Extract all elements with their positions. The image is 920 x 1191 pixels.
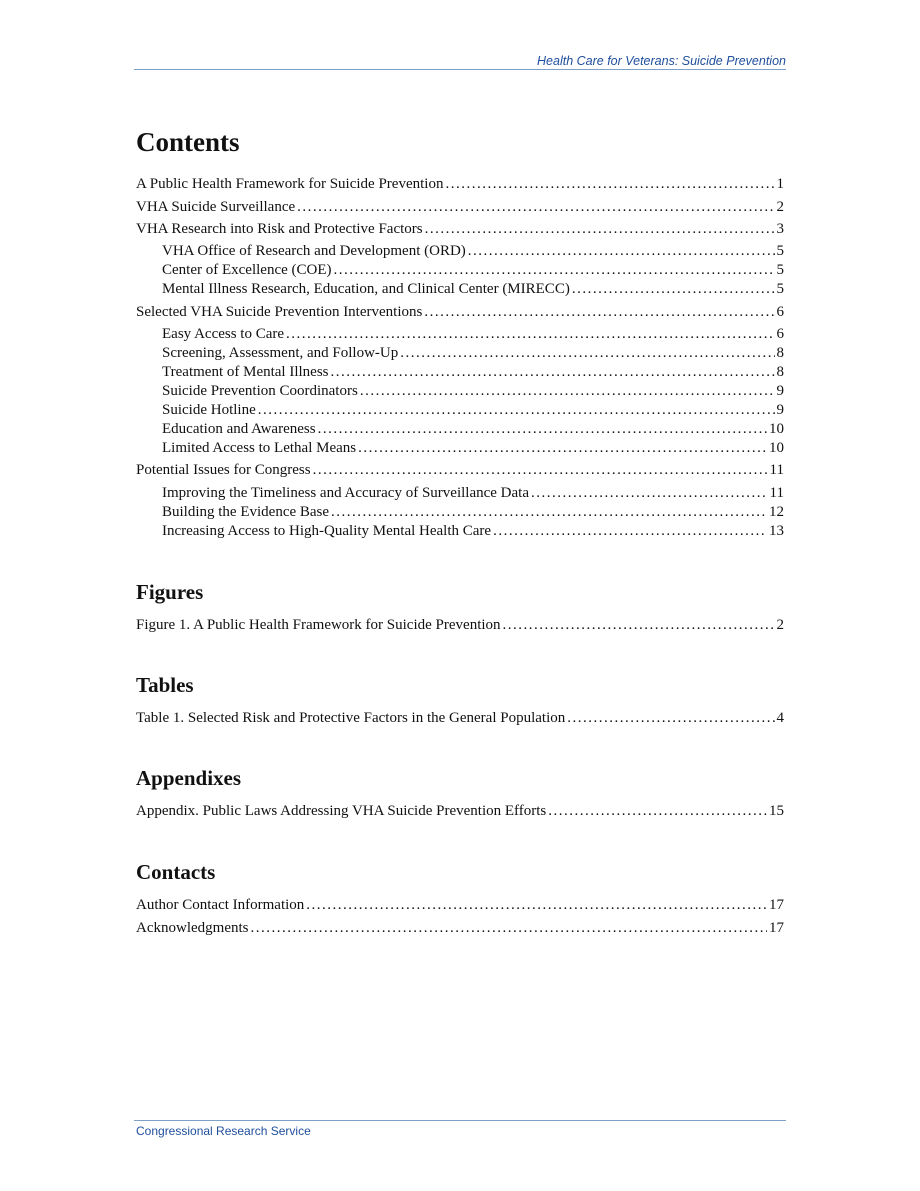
toc-subentry[interactable] (162, 325, 784, 343)
dot-leader (548, 802, 767, 820)
toc-entry-page: 5 (776, 281, 784, 297)
dot-leader (306, 896, 767, 914)
tables-heading: Tables (136, 673, 194, 697)
toc-entry-page: 4 (776, 710, 784, 726)
appendix-entry[interactable] (136, 802, 784, 820)
toc-entry-label: Mental Illness Research, Education, and Clinical Center (MIRECC) (162, 281, 570, 297)
toc-subentry[interactable] (162, 484, 784, 502)
figures-heading: Figures (136, 580, 204, 604)
dot-leader (424, 303, 774, 321)
table-entry[interactable] (136, 709, 784, 727)
toc-entry-page: 15 (769, 803, 784, 819)
toc-subentry[interactable] (162, 242, 784, 260)
header-rule (134, 69, 786, 70)
toc-entry[interactable] (136, 175, 784, 193)
toc-subentry[interactable] (162, 261, 784, 279)
toc-subentry[interactable] (162, 382, 784, 400)
dot-leader (297, 198, 774, 216)
toc-entry-page: 3 (776, 221, 784, 237)
toc-entry-label: Suicide Hotline (162, 402, 256, 418)
dot-leader (567, 709, 774, 727)
toc-entry-page: 11 (769, 462, 784, 478)
contact-entry[interactable] (136, 919, 784, 937)
toc-entry-label: Education and Awareness (162, 421, 316, 437)
contacts-heading: Contacts (136, 860, 216, 884)
footer-org: Congressional Research Service (136, 1124, 311, 1138)
toc-subentry[interactable] (162, 439, 784, 457)
toc-entry-page: 17 (769, 897, 784, 913)
contact-entry[interactable] (136, 896, 784, 914)
toc-entry-label: VHA Research into Risk and Protective Factors (136, 221, 423, 237)
toc-entry-page: 8 (776, 364, 784, 380)
toc-entry-page: 6 (776, 326, 784, 342)
toc-entry-label: Screening, Assessment, and Follow-Up (162, 345, 399, 361)
dot-leader (531, 484, 768, 502)
toc-subentry[interactable] (162, 280, 784, 298)
toc-entry-page: 13 (769, 523, 784, 539)
toc-entry-page: 6 (776, 304, 784, 320)
toc-entry-label: Limited Access to Lethal Means (162, 440, 357, 456)
dot-leader (503, 616, 775, 634)
footer-rule (134, 1120, 786, 1121)
toc-entry-label: Suicide Prevention Coordinators (162, 383, 358, 399)
dot-leader (331, 503, 767, 521)
toc-entry-page: 10 (769, 440, 784, 456)
toc-entry-label: Appendix. Public Laws Addressing VHA Suicide Prevention Efforts (136, 803, 547, 819)
toc-entry-label: Treatment of Mental Illness (162, 364, 329, 380)
toc-entry[interactable] (136, 220, 784, 238)
appendixes-heading: Appendixes (136, 766, 242, 790)
toc-entry-page: 5 (776, 243, 784, 259)
dot-leader (400, 344, 774, 362)
toc-entry-label: Easy Access to Care (162, 326, 285, 342)
toc-entry-label: VHA Suicide Surveillance (136, 199, 296, 215)
toc-entry-label: Improving the Timeliness and Accuracy of Surveillance Data (162, 485, 529, 501)
dot-leader (358, 439, 767, 457)
toc-entry-page: 2 (776, 617, 784, 633)
dot-leader (258, 401, 775, 419)
toc-subentry[interactable] (162, 363, 784, 381)
dot-leader (425, 220, 775, 238)
dot-leader (360, 382, 775, 400)
dot-leader (572, 280, 775, 298)
toc-entry-label: Selected VHA Suicide Prevention Interventions (136, 304, 423, 320)
running-header: Health Care for Veterans: Suicide Prevention (537, 54, 786, 68)
toc-entry[interactable] (136, 198, 784, 216)
toc-entry-page: 9 (776, 383, 784, 399)
dot-leader (334, 261, 775, 279)
figure-entry[interactable] (136, 616, 784, 634)
toc-entry-label: VHA Office of Research and Development (ORD) (162, 243, 466, 259)
toc-entry-page: 1 (776, 176, 784, 192)
dot-leader (468, 242, 775, 260)
toc-subentry[interactable] (162, 401, 784, 419)
toc-entry-label: Table 1. Selected Risk and Protective Factors in the General Population (136, 710, 566, 726)
dot-leader (331, 363, 775, 381)
toc-subentry[interactable] (162, 420, 784, 438)
toc-entry-label: Acknowledgments (136, 920, 249, 936)
dot-leader (445, 175, 774, 193)
dot-leader (313, 461, 768, 479)
toc-entry-page: 10 (769, 421, 784, 437)
dot-leader (250, 919, 767, 937)
toc-subentry[interactable] (162, 344, 784, 362)
toc-entry-page: 8 (776, 345, 784, 361)
toc-entry-label: Author Contact Information (136, 897, 305, 913)
toc-entry-label: Increasing Access to High-Quality Mental Health Care (162, 523, 492, 539)
toc-entry-label: Building the Evidence Base (162, 504, 330, 520)
toc-subentry[interactable] (162, 503, 784, 521)
toc-entry-label: Potential Issues for Congress (136, 462, 311, 478)
toc-entry-label: Center of Excellence (COE) (162, 262, 332, 278)
toc-entry-page: 9 (776, 402, 784, 418)
toc-entry[interactable] (136, 461, 784, 479)
toc-entry[interactable] (136, 303, 784, 321)
toc-entry-label: Figure 1. A Public Health Framework for Suicide Prevention (136, 617, 501, 633)
toc-subentry[interactable] (162, 522, 784, 540)
toc-entry-page: 12 (769, 504, 784, 520)
toc-entry-page: 17 (769, 920, 784, 936)
toc-entry-page: 2 (776, 199, 784, 215)
contents-heading: Contents (136, 127, 240, 157)
toc-entry-label: A Public Health Framework for Suicide Prevention (136, 176, 444, 192)
dot-leader (286, 325, 774, 343)
dot-leader (493, 522, 767, 540)
toc-entry-page: 11 (769, 485, 784, 501)
toc-entry-page: 5 (776, 262, 784, 278)
dot-leader (318, 420, 767, 438)
